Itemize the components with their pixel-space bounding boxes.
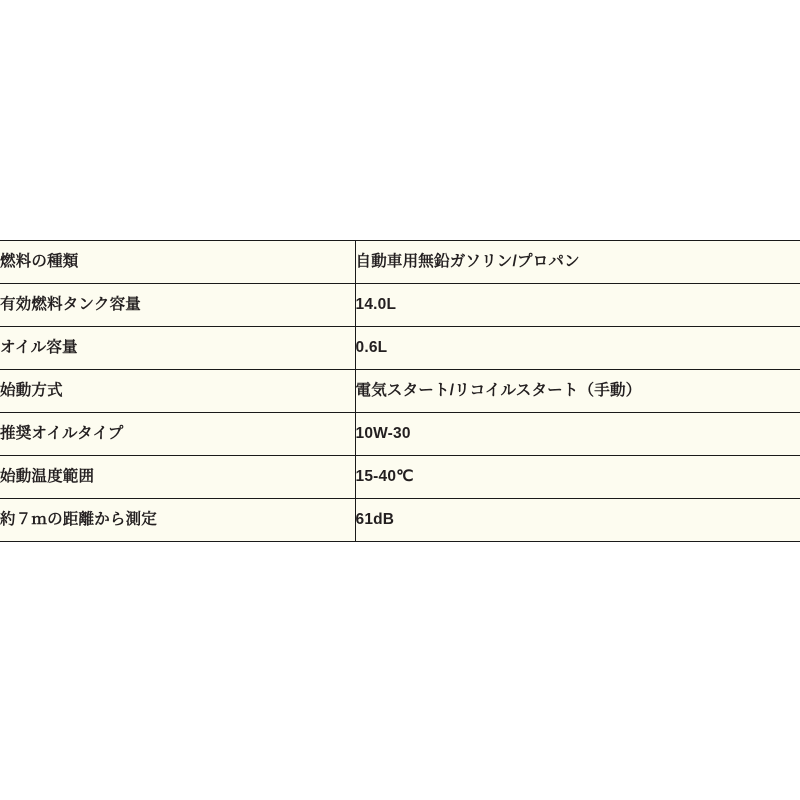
table-cell-value (355, 327, 800, 370)
spec-value: 自動車用無鉛ガソリン/プロパン (355, 252, 580, 270)
spec-value: 15-40℃ (355, 467, 414, 485)
table-cell-value (355, 370, 800, 413)
table-cell-value (355, 413, 800, 456)
spec-label: 燃料の種類 (0, 252, 79, 270)
table-cell-label (0, 284, 355, 327)
table-cell-value (355, 284, 800, 327)
spec-label: 推奨オイルタイプ (0, 424, 124, 442)
table-row (0, 327, 800, 370)
spec-label: 約７ｍの距離から測定 (0, 510, 158, 528)
spec-label: 始動温度範囲 (0, 467, 95, 485)
spec-value: 61dB (355, 510, 395, 528)
table-cell-label (0, 413, 355, 456)
table-cell-label (0, 241, 355, 284)
table-cell-value (355, 241, 800, 284)
table-cell-label (0, 456, 355, 499)
table-cell-value (355, 456, 800, 499)
table-cell-value (355, 499, 800, 542)
table-cell-label (0, 370, 355, 413)
specification-table (0, 240, 800, 542)
spec-value: 10W-30 (355, 424, 411, 442)
spec-label: 有効燃料タンク容量 (0, 295, 141, 313)
table-row (0, 456, 800, 499)
spec-value: 14.0L (355, 295, 397, 313)
table-row (0, 499, 800, 542)
table-cell-label (0, 499, 355, 542)
table-row (0, 241, 800, 284)
spec-label: オイル容量 (0, 338, 78, 356)
table-row (0, 370, 800, 413)
spec-label: 始動方式 (0, 381, 63, 399)
spec-value: 0.6L (355, 338, 388, 356)
specification-table-container (0, 240, 800, 542)
spec-value: 電気スタート/リコイルスタート（手動） (355, 381, 642, 399)
table-row (0, 284, 800, 327)
specification-table-body (0, 241, 800, 542)
table-cell-label (0, 327, 355, 370)
table-row (0, 413, 800, 456)
